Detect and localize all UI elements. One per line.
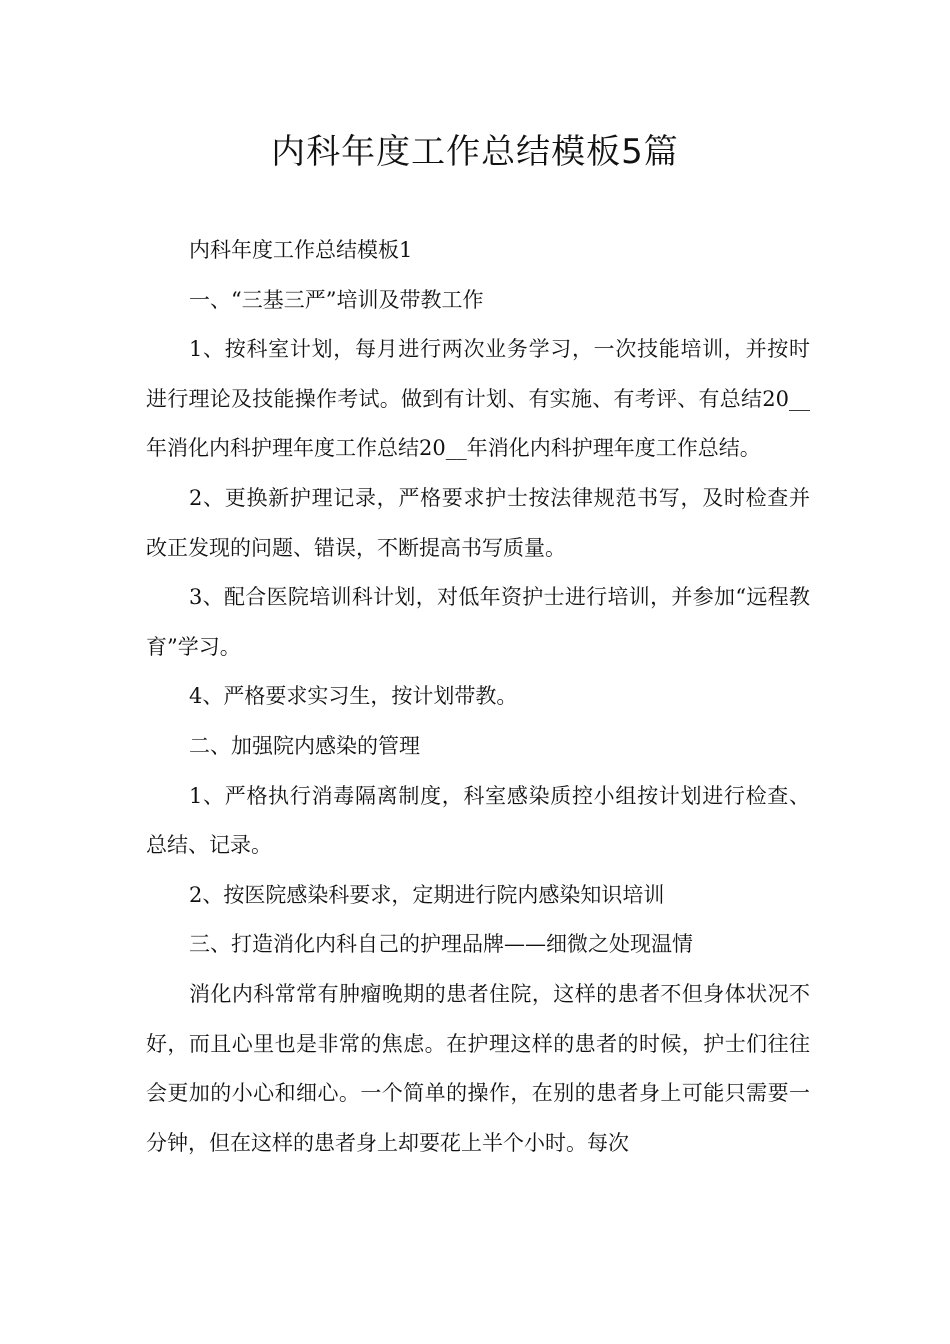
paragraph-item-2-1: 1、严格执行消毒隔离制度，科室感染质控小组按计划进行检查、总结、记录。 <box>146 783 810 858</box>
paragraph-section-3-body: 消化内科常常有肿瘤晚期的患者住院，这样的患者不但身体状况不好，而且心里也是非常的焦虑。在护理这样的患者的时候，护士们往往会更加的小心和细心。一个简单的操作，在别的患者身上可能只需要一分钟，但在这样的患者身上却要花上半个小时。每次 <box>146 981 810 1155</box>
paragraph-item-1-4: 4、严格要求实习生，按计划带教。 <box>189 684 518 709</box>
paragraph-item-1-3: 3、配合医院培训科计划，对低年资护士进行培训，并参加“远程教育”学习。 <box>146 585 810 659</box>
section-heading-1: 一、“三基三严”培训及带教工作 <box>189 287 484 312</box>
subtitle-paragraph: 内科年度工作总结模板1 <box>189 238 413 262</box>
paragraph-item-2-2: 2、按医院感染科要求，定期进行院内感染知识培训 <box>189 882 665 907</box>
document-title: 内科年度工作总结模板5篇 <box>271 132 679 172</box>
section-heading-2: 二、加强院内感染的管理 <box>189 733 420 758</box>
section-heading-3: 三、打造消化内科自己的护理品牌——细微之处现温情 <box>189 932 693 957</box>
document-body <box>146 226 810 1168</box>
paragraph-item-1-2: 2、更换新护理记录，严格要求护士按法律规范书写，及时检查并改正发现的问题、错误，不断提高书写质量。 <box>146 485 810 560</box>
paragraph-item-1-1: 1、按科室计划，每月进行两次业务学习，一次技能培训，并按时进行理论及技能操作考试。做到有计划、有实施、有考评、有总结20__年消化内科护理年度工作总结20__年消化内科护理年度工作总结。 <box>146 337 810 461</box>
